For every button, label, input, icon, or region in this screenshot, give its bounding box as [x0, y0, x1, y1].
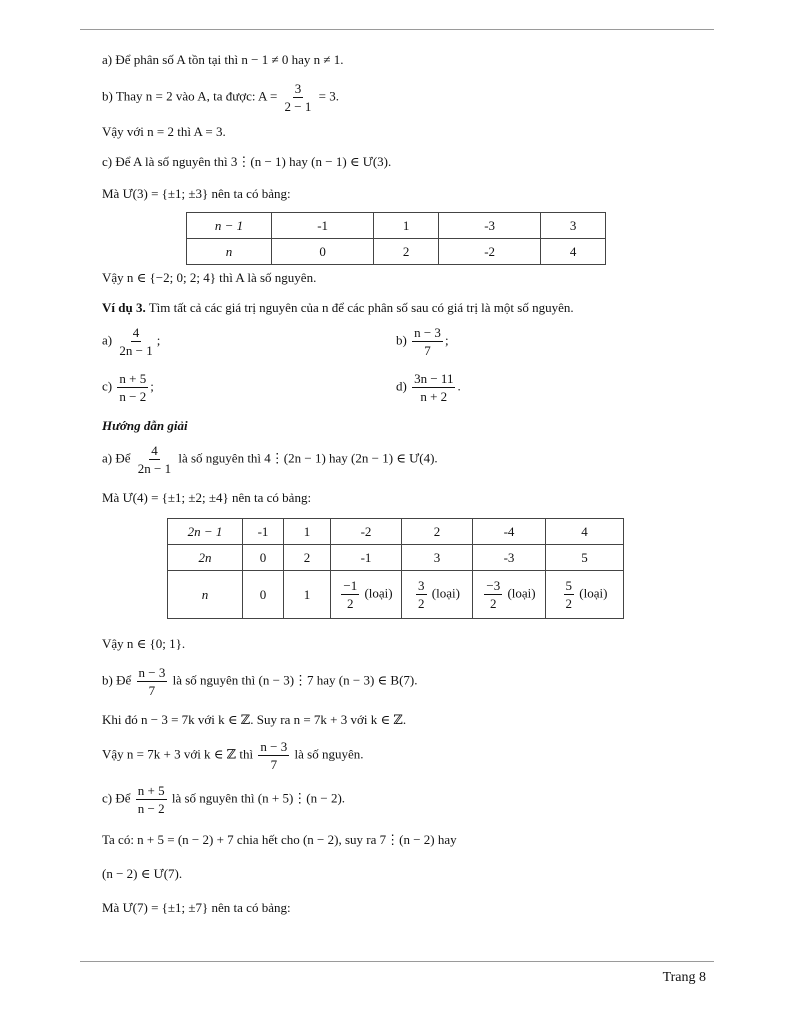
fraction-cell: $\frac{-1}{2}$: [343, 578, 358, 611]
line-n-2-divisor-7: (n − 2) ∈ Ư(7).: [102, 866, 183, 881]
line-divisors-3: Mà Ư(3) = {±1; ±3} nên ta có bảng:: [102, 186, 291, 201]
fraction-n5-over-n2: $\frac{n + 5}{n - 2}$: [119, 371, 147, 404]
table-row: 2n − 1 -1 1 -2 2 -4 4: [168, 519, 624, 545]
table-2n-minus-1: [167, 518, 624, 619]
fraction-4-over-2n-1: $\frac{4}{2n - 1}$: [137, 443, 172, 476]
page-number: Trang 8: [662, 970, 706, 985]
table-row: 2n 0 2 -1 3 -3 5: [168, 545, 624, 571]
line-conclusion-set: Vậy n ∈ {−2; 0; 2; 4} thì A là số nguyên.: [102, 270, 317, 285]
fraction-n5-over-n2: $\frac{n + 5}{n - 2}$: [137, 783, 165, 816]
exercise-d: d) $\frac{3n - 11}{n + 2}$ .: [396, 371, 461, 404]
table-n-minus-1: [186, 212, 606, 265]
solution-a-line: a) Để $\frac{4}{2n - 1}$ là số nguyên thì 4⋮(2n − 1) hay (2n − 1) ∈ Ư(4).: [102, 443, 438, 476]
header-rule: [80, 29, 714, 30]
line-b-substitute: b) Thay n = 2 vào A, ta được: A = $\frac{3}{2 - 1}$ = 3.: [102, 81, 339, 114]
fraction-n-3-over-7: $\frac{n - 3}{7}$: [260, 739, 288, 772]
footer-rule: [80, 961, 714, 962]
line-ta-co: Ta có: n + 5 = (n − 2) + 7 chia hết cho (n − 2), suy ra 7⋮(n − 2) hay: [102, 832, 457, 847]
solution-b-line: b) Để $\frac{n - 3}{7}$ là số nguyên thì (n − 3)⋮7 hay (n − 3) ∈ B(7).: [102, 665, 418, 698]
example-3-heading: Ví dụ 3. Tìm tất cả các giá trị nguyên của n để các phân số sau có giá trị là một số nguyên.: [102, 300, 574, 315]
fraction-cell: $\frac{-3}{2}$: [486, 578, 501, 611]
line-c-integer: c) Để A là số nguyên thì 3⋮(n − 1) hay (n − 1) ∈ Ư(3).: [102, 154, 392, 169]
line-divisors-4: Mà Ư(4) = {±1; ±2; ±4} nên ta có bảng:: [102, 490, 312, 505]
fraction-n-3-over-7: $\frac{n - 3}{7}$: [138, 665, 166, 698]
exercise-b: b) $\frac{n - 3}{7}$ ;: [396, 325, 449, 358]
exercise-a: a) $\frac{4}{2n - 1}$ ;: [102, 325, 161, 358]
table-row: n − 1 -1 1 -3 3: [187, 213, 606, 239]
solution-c-line: c) Để $\frac{n + 5}{n - 2}$ là số nguyên thì (n + 5)⋮(n − 2).: [102, 783, 346, 816]
line-conclusion-0-1: Vậy n ∈ {0; 1}.: [102, 636, 186, 651]
line-divisors-7: Mà Ư(7) = {±1; ±7} nên ta có bảng:: [102, 900, 291, 915]
fraction-cell: $\frac{5}{2}$: [565, 578, 573, 611]
fraction-n-3-over-7: $\frac{n - 3}{7}$: [414, 325, 441, 358]
line-n-equals-7k-3: Khi đó n − 3 = 7k với k ∈ ℤ. Suy ra n = 7k + 3 với k ∈ ℤ.: [102, 712, 407, 727]
line-a-condition: a) Để phân số A tồn tại thì n − 1 ≠ 0 hay n ≠ 1.: [102, 52, 344, 67]
line-conclusion-b: Vậy n = 7k + 3 với k ∈ ℤ thì $\frac{n - 3}{7}$ là số nguyên.: [102, 739, 364, 772]
table-row: n 0 2 -2 4: [187, 239, 606, 265]
fraction-4-over-2n-1: $\frac{4}{2n - 1}$: [119, 325, 153, 358]
solution-heading: Hướng dẫn giải: [102, 418, 188, 433]
fraction-3n-11-over-n2: $\frac{3n - 11}{n + 2}$: [414, 371, 454, 404]
line-conclusion-a3: Vậy với n = 2 thì A = 3.: [102, 124, 226, 139]
fraction-3-over-2-1: $\frac{3}{2 - 1}$: [284, 81, 312, 114]
exercise-c: c) $\frac{n + 5}{n - 2}$ ;: [102, 371, 154, 404]
fraction-cell: $\frac{3}{2}$: [418, 578, 425, 611]
table-row: n 0 1 $\frac{-1}{2}$ (loại) $\frac{3}{2}$ (loại) $\frac{-3}{2}$ (loại) $\frac{5}{2}$ (loại): [168, 571, 624, 619]
